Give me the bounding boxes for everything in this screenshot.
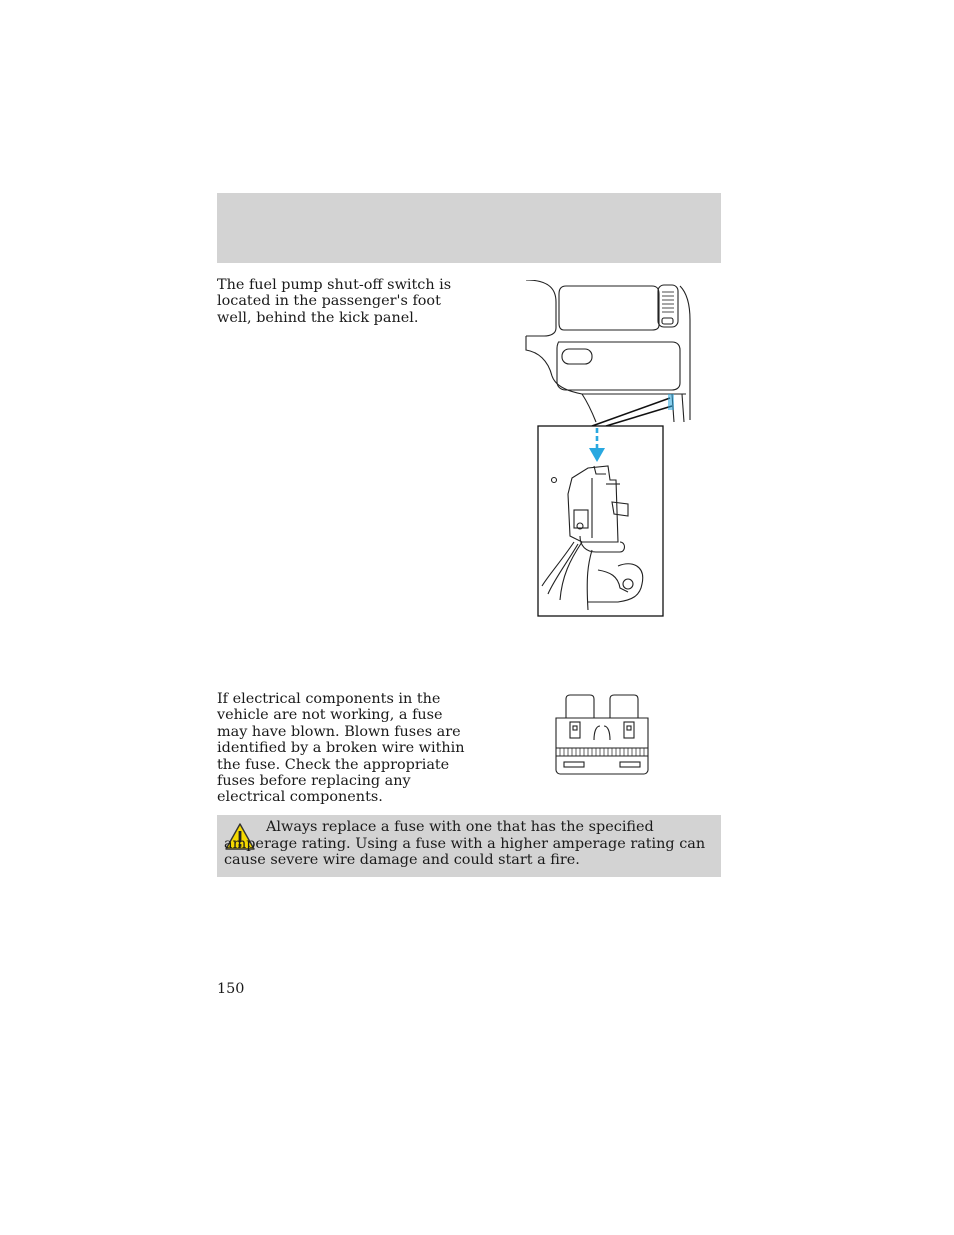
page-number: 150: [217, 981, 245, 997]
fuel-pump-switch-illustration: [522, 280, 692, 620]
warning-text: Always replace a fuse with one that has the specified amperage rating. Using a fuse with a higher amperage rating can cause severe wire damage and could start a fire.: [224, 819, 706, 869]
warning-box: [217, 815, 721, 877]
fuse-illustration: [552, 692, 652, 776]
fuel-pump-switch-text: The fuel pump shut-off switch is located in the passenger's foot well, behind the kick panel.: [217, 277, 452, 326]
section-header-band: [217, 193, 721, 263]
fuse-check-text: If electrical components in the vehicle are not working, a fuse may have blown. Blown fuses are identified by a broken wire within the fuse. Check the appropriate fuses before replacing any electrical components.: [217, 691, 465, 806]
